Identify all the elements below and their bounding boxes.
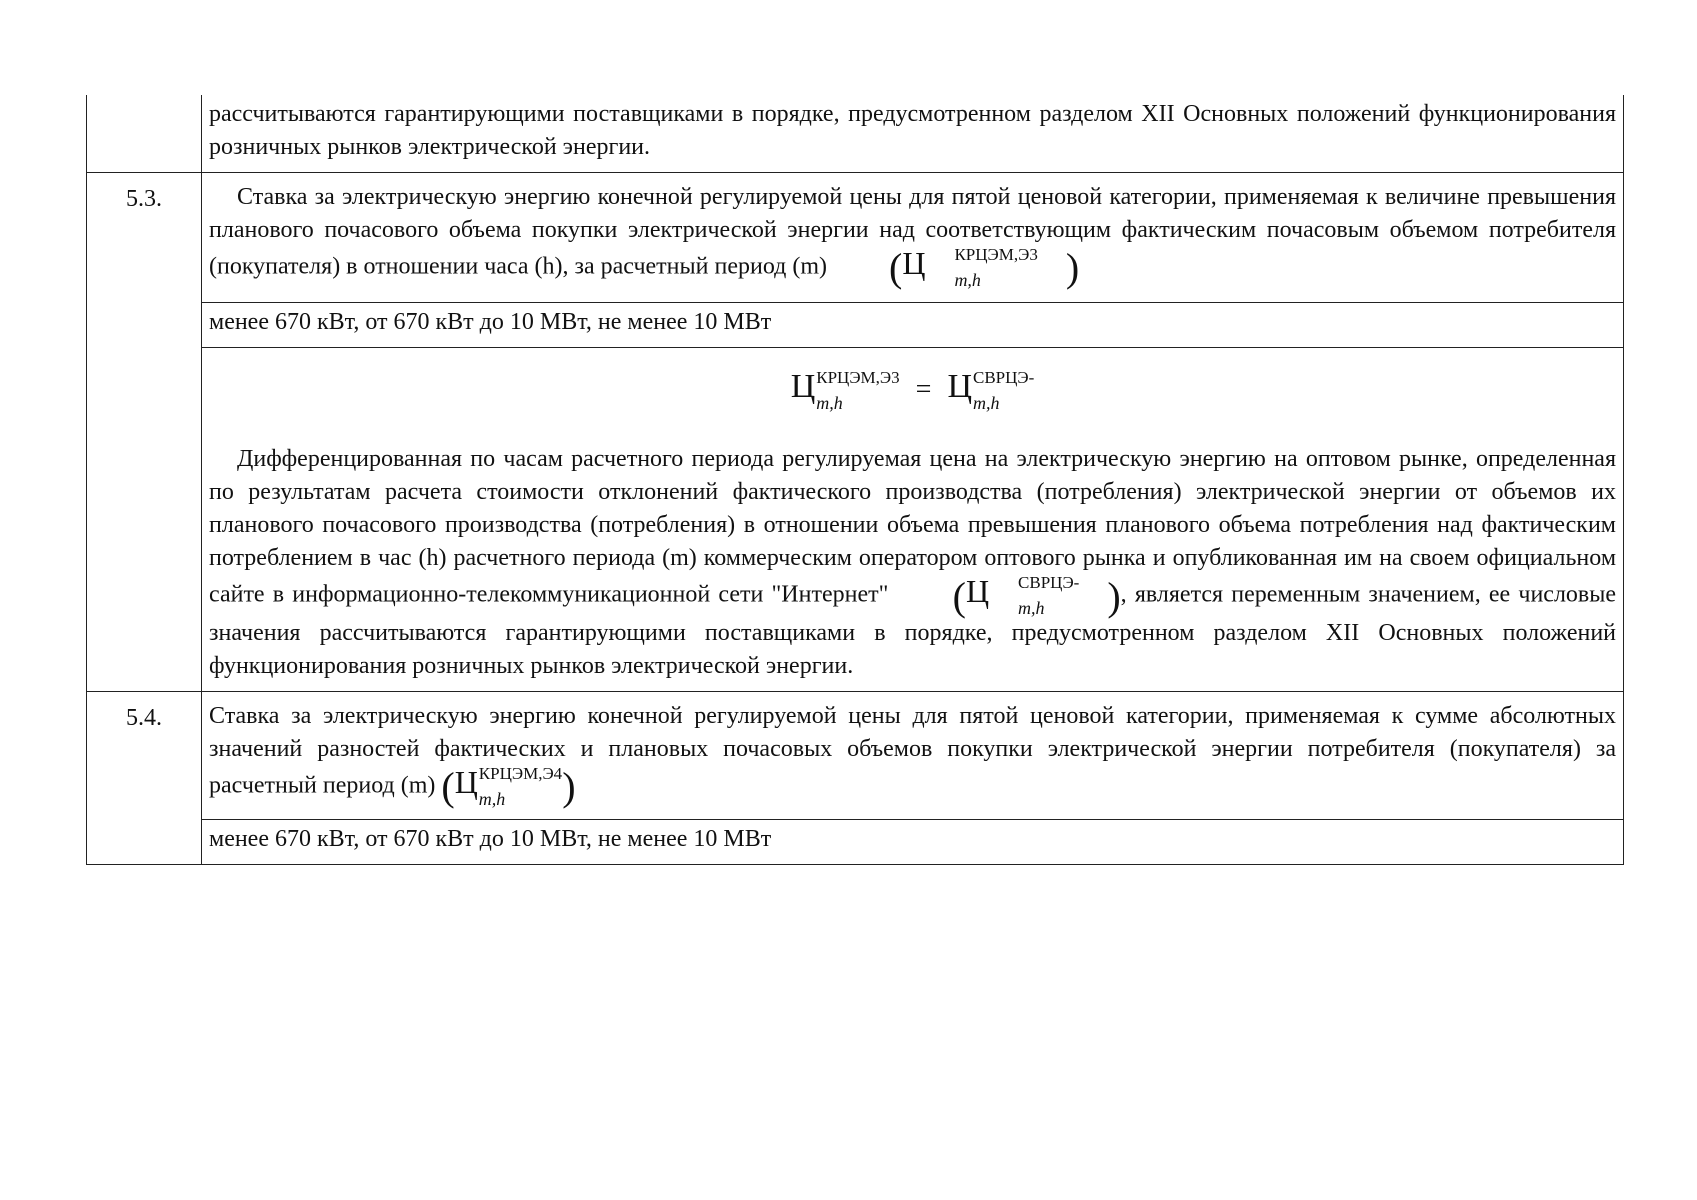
- row-5-3-power-cell: [202, 303, 1624, 348]
- row-5-3-description: [209, 443, 1616, 682]
- row-5-3-formula: Ц КРЦЭМ,Э3 m,h = Ц СВРЦЭ- m,h: [790, 368, 1035, 414]
- table-row-5-4: [87, 691, 1624, 819]
- row-5-4-price-symbol: (Ц КРЦЭМ,Э4 m,h ): [441, 763, 576, 810]
- row-5-3-desc-text-2: , является переменным значением, ее числовые значения рассчитываются гарантирующими поставщиками в порядке, предусмотренном разделом XII Основных положений функционирования розничных рынков электрической энергии.: [209, 581, 1617, 679]
- row-number-5-3: 5.3.: [87, 173, 202, 692]
- row-number-cell-empty: [87, 95, 202, 173]
- row-5-3-price-symbol: (Ц КРЦЭМ,Э3 m,h ): [889, 244, 1080, 291]
- table-row-continuation: [87, 95, 1624, 173]
- row-5-4-heading: [209, 700, 1616, 810]
- row-5-4-heading-cell: [202, 691, 1624, 819]
- row-5-3-desc-symbol: (Ц СВРЦЭ- m,h ): [952, 573, 1121, 619]
- continuation-text-cell: [202, 95, 1624, 173]
- table-row-5-4-power: [87, 820, 1624, 865]
- continuation-text: рассчитываются гарантирующими поставщиками в порядке, предусмотренном разделом XII Основных положений функционирования розничных рынков электрической энергии.: [209, 101, 1616, 160]
- row-5-3-heading: [209, 181, 1616, 291]
- row-number-5-4: 5.4.: [87, 691, 202, 864]
- table-row-5-3-power: [87, 303, 1624, 348]
- row-5-3-formula-cell: [202, 348, 1624, 691]
- formula-equals: =: [915, 374, 932, 406]
- table-row-5-3: [87, 173, 1624, 303]
- row-5-4-heading-text: Ставка за электрическую энергию конечной регулируемой цены для пятой ценовой категории, применяемая к сумме абсолютных значений разностей фактических и плановых почасовых объемов покупки электрической энергии потребителя (покупателя) за расчетный период (m): [209, 702, 1616, 799]
- row-5-3-heading-cell: [202, 173, 1624, 303]
- row-5-3-desc-text-1: Дифференцированная по часам расчетного периода регулируемая цена на электрическую энергию на оптовом рынке, определенная по результатам расчета стоимости отклонений фактического производства (потребления) электрической энергии от объемов их планового почасового производства (потребления) в отношении объема превышения планового объема потребления над фактическим потреблением в час (h) расчетного периода (m) коммерческим оператором оптового рынка и опубликованная им на своем официальном сайте в информационно-телекоммуникационной сети "Интернет": [209, 446, 1616, 608]
- row-5-3-power-levels: менее 670 кВт, от 670 кВт до 10 МВт, не менее 10 МВт: [209, 309, 772, 336]
- row-5-3-heading-text: Ставка за электрическую энергию конечной регулируемой цены для пятой ценовой категории, применяемая к величине превышения планового почасового объема покупки электрической энергии над соответствующим фактическим почасовым объемом потребителя (покупателя) в отношении часа (h), за расчетный период: [209, 184, 1616, 280]
- row-5-4-power-levels: менее 670 кВт, от 670 кВт до 10 МВт, не менее 10 МВт: [209, 826, 772, 853]
- row-5-4-power-cell: [202, 820, 1624, 865]
- row-5-3-heading-period: (m): [792, 253, 827, 280]
- table-row-5-3-formula: [87, 348, 1624, 691]
- tariff-table: [86, 95, 1624, 865]
